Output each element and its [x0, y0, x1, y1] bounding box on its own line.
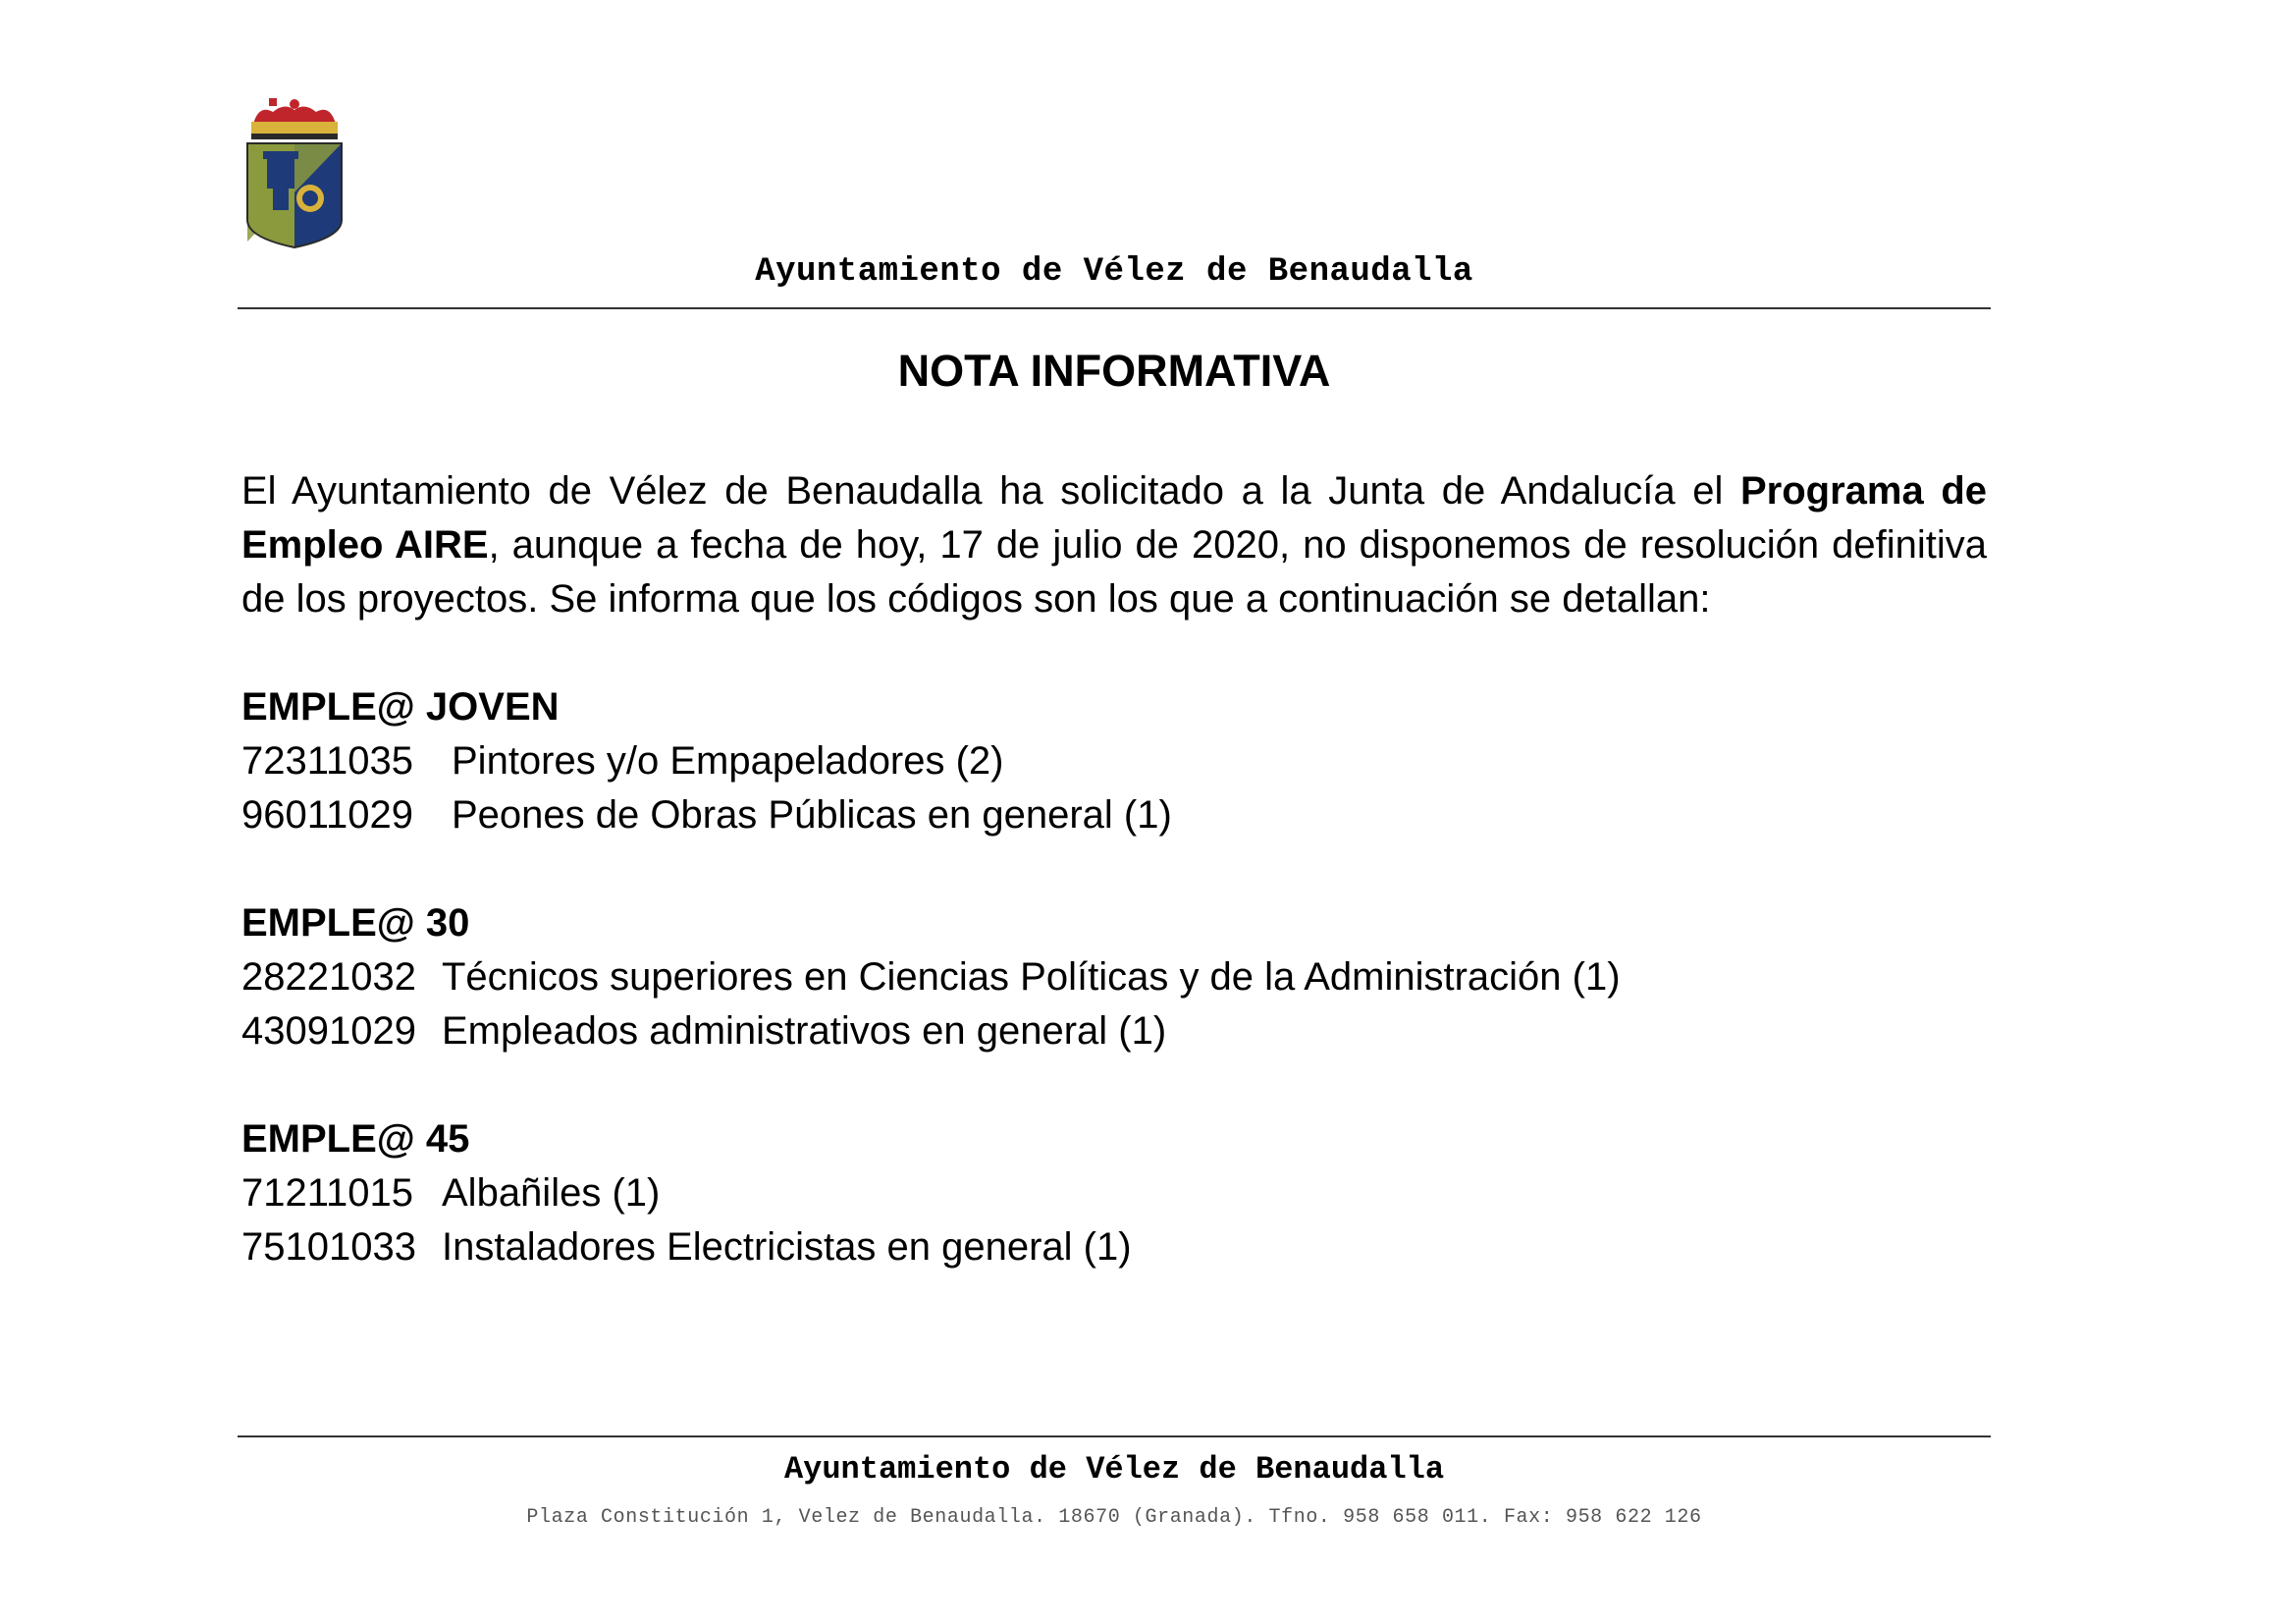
occupation-label: Pintores y/o Empapeladores (2)	[452, 739, 1004, 783]
occupation-code: 28221032	[241, 955, 416, 999]
section-emplea-30	[241, 896, 1987, 1058]
list-item	[241, 1166, 1987, 1220]
list-item	[241, 950, 1987, 1004]
section-emplea-joven	[241, 680, 1987, 842]
section-heading: EMPLE@ 45	[241, 1117, 470, 1161]
intro-text-1: El Ayuntamiento de Vélez de Benaudalla ha solicitado a la Junta de Andalucía el	[241, 469, 1740, 513]
footer-title: Ayuntamiento de Vélez de Benaudalla	[783, 1451, 1445, 1488]
occupation-code: 43091029	[241, 1009, 416, 1053]
intro-paragraph	[241, 464, 1987, 626]
footer-address: Plaza Constitución 1, Velez de Benaudalla. 18670 (Granada). Tfno. 958 658 011. Fax: 958 622 126	[526, 1506, 1702, 1529]
list-item	[241, 1220, 1987, 1274]
occupation-code: 72311035	[241, 739, 413, 783]
occupation-code: 71211015	[241, 1171, 413, 1215]
occupation-code: 96011029	[241, 793, 413, 837]
occupation-label: Instaladores Electricistas en general (1)	[442, 1225, 1132, 1269]
occupation-label: Empleados administrativos en general (1)	[442, 1009, 1167, 1053]
page-title: NOTA INFORMATIVA	[897, 346, 1331, 396]
section-heading: EMPLE@ JOVEN	[241, 685, 560, 729]
municipal-coat-of-arms-icon	[240, 94, 349, 249]
header-title: Ayuntamiento de Vélez de Benaudalla	[755, 253, 1473, 291]
list-item	[241, 1004, 1987, 1058]
footer-divider	[238, 1435, 1991, 1437]
list-item	[241, 788, 1987, 842]
occupation-label: Albañiles (1)	[442, 1171, 661, 1215]
section-emplea-45	[241, 1112, 1987, 1274]
section-heading: EMPLE@ 30	[241, 901, 470, 945]
list-item	[241, 734, 1987, 788]
occupation-label: Peones de Obras Públicas en general (1)	[452, 793, 1172, 837]
intro-program-name: Programa de Empleo AIRE	[241, 469, 1988, 567]
intro-text-2: , aunque a fecha de hoy, 17 de julio de 2020, no disponemos de resolución definitiva de los proyectos. Se informa que los códigos son los que a continuación se detallan:	[241, 523, 1987, 621]
occupation-code: 75101033	[241, 1225, 416, 1269]
header-divider	[238, 307, 1991, 309]
occupation-label: Técnicos superiores en Ciencias Políticas y de la Administración (1)	[442, 955, 1621, 999]
